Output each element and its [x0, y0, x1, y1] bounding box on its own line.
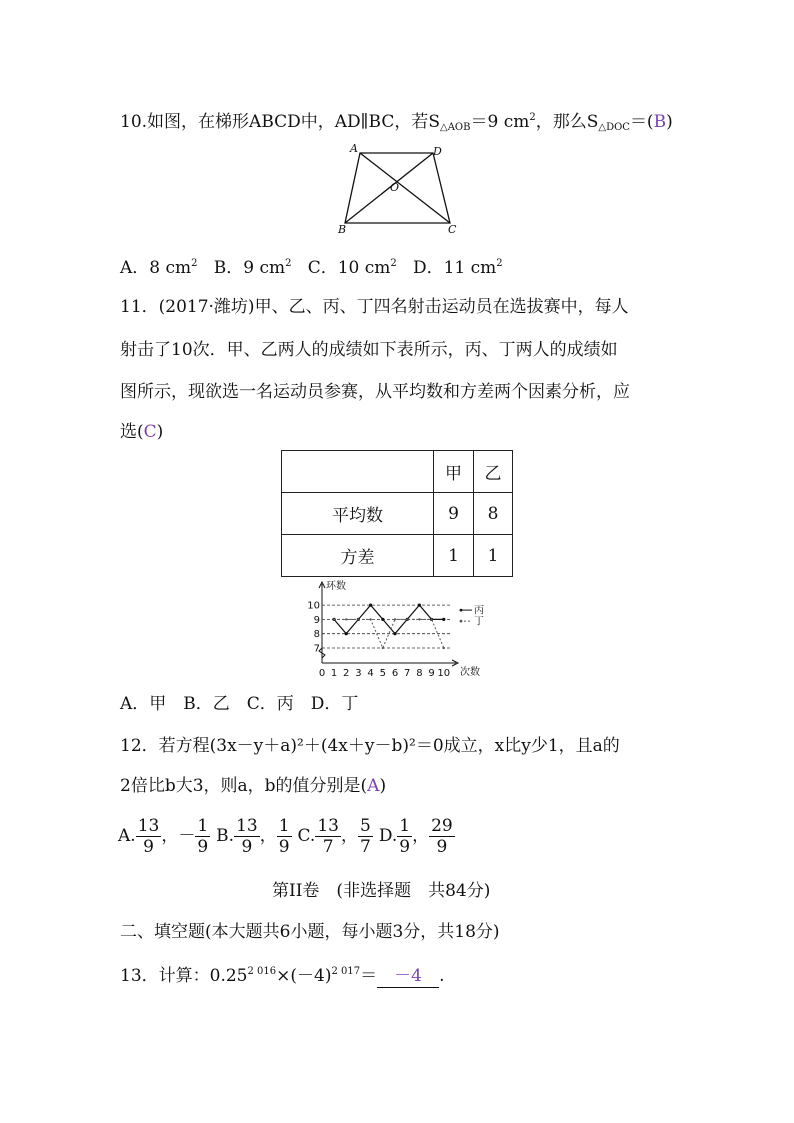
legend-label: 丁 [474, 616, 484, 628]
q10-option-d: D．11 $cm^2$ [412, 258, 503, 278]
label-c: C [448, 223, 457, 236]
data-point [443, 647, 445, 649]
table-cell: 1 [434, 535, 474, 577]
q11-line2: 射击了10次．甲、乙两人的成绩如下表所示，丙、丁两人的成绩如 [120, 340, 618, 360]
data-point [357, 618, 359, 620]
x-tick-label: 4 [367, 668, 374, 679]
q12-line1: 12．若方程(3x－y＋a)²＋(4x＋y－b)²＝0成立，x比y少1，且a的 [120, 736, 620, 756]
y-tick-label: 8 [313, 629, 320, 641]
data-point [442, 618, 445, 621]
fraction: $\frac{5}{7}$ [359, 816, 371, 857]
q10-options [120, 253, 503, 279]
table-cell: 1 [474, 535, 513, 577]
q12-option: C. $\frac{13}{7}$ ， $\frac{5}{7}$ [297, 816, 371, 857]
y-tick-label: 10 [307, 600, 320, 612]
data-point [370, 618, 372, 620]
label-a: A [350, 142, 358, 155]
section-part: 二、填空题(本大题共6小题，每小题3分，共18分) [120, 922, 500, 942]
data-point [382, 647, 384, 649]
q12-line2: 2倍比b大3，则a，b的值分别是(A) [120, 776, 387, 796]
q10-s1: S [428, 112, 440, 132]
table-cell: 方差 [282, 535, 434, 577]
x-tick-label: 2 [343, 668, 350, 679]
table-header-jia: 甲 [434, 451, 474, 493]
q10-number: 10. [120, 112, 148, 132]
legend-marker [460, 609, 463, 612]
legend-label: 丙 [474, 605, 484, 617]
x-tick-label: 3 [355, 668, 362, 679]
x-tick-label: 6 [391, 668, 399, 679]
table-row [282, 493, 513, 535]
q10-option-a: A．8 $cm^2$ [120, 258, 198, 278]
table-row [282, 535, 513, 577]
section-title: 第II卷 (非选择题 共84分) [272, 881, 491, 901]
fraction: $\frac{13}{9}$ [137, 816, 160, 857]
x-tick-label: 7 [404, 668, 411, 679]
y-tick-label: 9 [313, 614, 320, 626]
q13-answer: －4 [394, 966, 422, 986]
fraction: $\frac{29}{9}$ [431, 816, 453, 857]
x-tick-label: 9 [428, 668, 435, 679]
data-point [333, 618, 335, 620]
q10-s2: S [586, 112, 599, 132]
q10-answer: B [653, 112, 667, 132]
q10-sup: 2 [529, 112, 536, 123]
q10-then: ，那么 [535, 112, 587, 132]
q11-options: A．甲 B．乙 C．丙 D．丁 [120, 694, 359, 714]
q10-eq1: ＝9 cm [470, 112, 530, 132]
table-cell: 9 [434, 493, 474, 535]
fraction: $\frac{13}{9}$ [236, 816, 258, 857]
q13-line: 13．计算：$0.25^{2 016}\times(-4)^{2 017}= -4$ . [120, 966, 445, 986]
q11-line1: 11．(2017·潍坊)甲、乙、丙、丁四名射击运动员在选拔赛中，每人 [120, 297, 629, 317]
fraction: $\frac{1}{9}$ [399, 816, 411, 857]
label-d: D [433, 145, 442, 158]
data-point [345, 632, 348, 635]
x-axis-label: 次数 [460, 667, 480, 678]
table-cell: 8 [474, 493, 513, 535]
q11-line3: 图所示，现欲选一名运动员参赛，从平均数和方差两个因素分析，应 [120, 382, 630, 402]
q12-option: A. $\frac{13}{9}$ ，－ $\frac{1}{9}$ [118, 816, 209, 857]
q10-stem [120, 107, 673, 139]
q12-option: D. $\frac{1}{9}$ ， $\frac{29}{9}$ [378, 816, 453, 857]
q10-text: 如图，在梯形ABCD中，AD∥BC，若 [147, 112, 429, 132]
score-table [281, 450, 513, 577]
trapezoid-figure [330, 140, 470, 236]
data-point [431, 618, 433, 620]
q12-answer: A [367, 776, 380, 796]
q10-s2-sub: △DOC [598, 122, 630, 133]
data-point [418, 618, 420, 620]
x-tick-label: 0 [318, 668, 326, 679]
legend-marker [460, 620, 463, 623]
data-point [381, 618, 384, 621]
y-axis-label: 环数 [326, 581, 346, 592]
q12-option: B. $\frac{13}{9}$ ， $\frac{1}{9}$ [216, 816, 290, 857]
q11-answer: C [143, 422, 157, 442]
table-row [282, 451, 513, 493]
label-b: B [338, 223, 347, 236]
data-point [406, 618, 408, 620]
table-cell [282, 451, 434, 493]
label-o: O [390, 181, 400, 194]
data-point [393, 632, 396, 635]
x-tick-label: 10 [437, 668, 451, 679]
data-point [369, 604, 372, 607]
data-point [345, 618, 347, 620]
q10-option-c: C．10 $cm^2$ [307, 258, 397, 278]
data-point [394, 618, 396, 620]
q10-s1-sub: △AOB [440, 122, 471, 133]
q10-eq2: ＝( [629, 112, 654, 132]
data-point [418, 604, 421, 607]
q10-close: ) [666, 112, 673, 132]
x-tick-label: 5 [379, 668, 386, 679]
fraction: $\frac{13}{7}$ [317, 816, 339, 857]
y-tick-label: 7 [313, 643, 320, 655]
x-tick-label: 1 [330, 668, 338, 679]
q12-options [118, 814, 461, 858]
table-header-yi: 乙 [474, 451, 513, 493]
fraction: $\frac{1}{9}$ [197, 816, 209, 857]
x-tick-label: 8 [416, 668, 423, 679]
score-line-chart [300, 578, 495, 680]
fraction: $\frac{1}{9}$ [278, 816, 290, 857]
q11-line4: 选(C) [120, 422, 164, 442]
table-cell: 平均数 [282, 493, 434, 535]
q10-option-b: B．9 $cm^2$ [213, 258, 292, 278]
